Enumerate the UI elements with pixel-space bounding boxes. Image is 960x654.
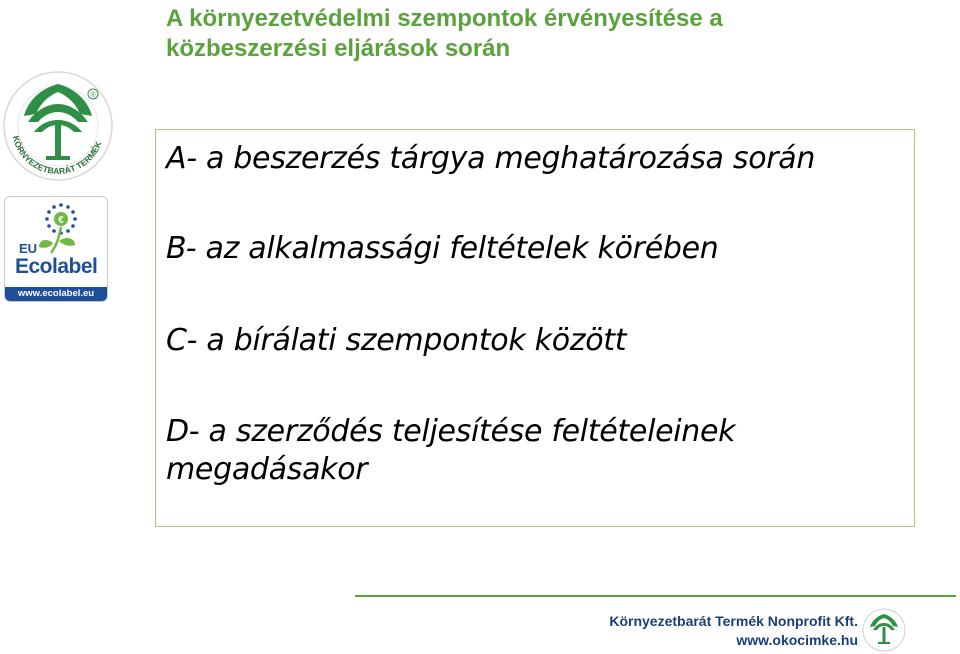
ecolabel-url: www.ecolabel.eu	[5, 287, 107, 301]
item-a-text: A- a beszerzés tárgya meghatározása során	[166, 141, 816, 176]
item-c-text: C- a bírálati szempontok között	[166, 323, 627, 358]
ecolabel-eu-text: EU	[19, 241, 38, 256]
item-d-text-line2: megadásakor	[166, 452, 368, 487]
item-a	[166, 140, 815, 178]
item-b	[166, 230, 719, 268]
euro-sign: €	[58, 215, 64, 226]
footer-url-link[interactable]: www.okocimke.hu	[736, 632, 858, 648]
item-c	[166, 322, 626, 360]
item-b-text: B- az alkalmassági feltételek körében	[166, 231, 719, 266]
page-title	[166, 4, 946, 64]
item-d-text-line1: D- a szerződés teljesítése feltételeinek	[166, 414, 736, 449]
title-line-2: közbeszerzési eljárások során	[166, 35, 511, 62]
title-line-1: A környezetvédelmi szempontok érvényesítése a	[166, 5, 723, 32]
footer-tree-logo-icon	[862, 608, 906, 652]
footer-divider	[355, 595, 956, 597]
kornyezetbarat-termek-logo	[2, 70, 114, 182]
item-d	[166, 413, 735, 489]
ecolabel-word: Ecolabel	[15, 255, 98, 278]
logo-ring-text: KÖRNYEZETBARÁT TERMÉK	[10, 134, 104, 177]
footer-company: Környezetbarát Termék Nonprofit Kft.	[609, 613, 858, 629]
registered-mark: ®	[90, 92, 96, 99]
eu-ecolabel-logo	[4, 196, 108, 302]
